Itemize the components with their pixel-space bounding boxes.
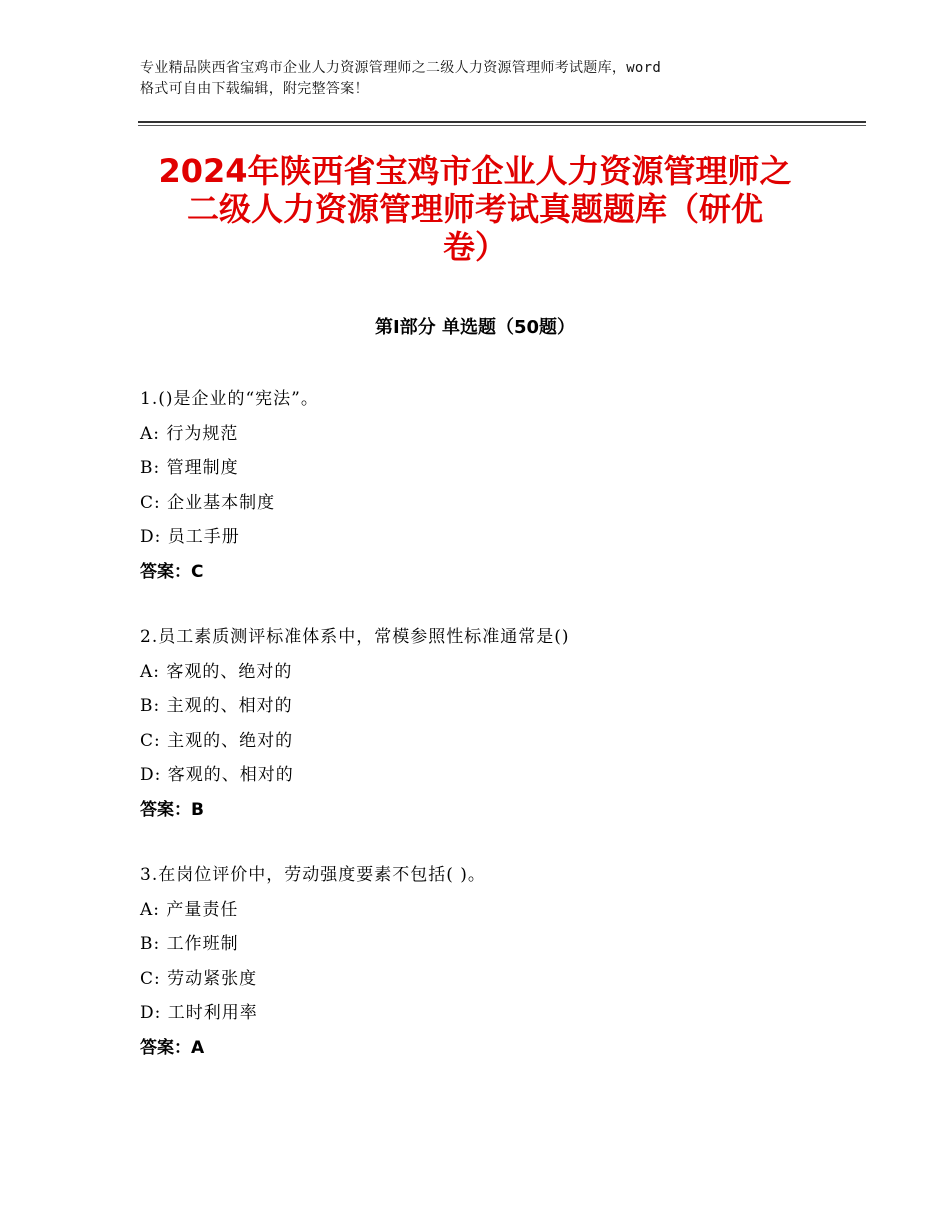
question-list <box>140 382 840 1096</box>
option-d: D: 工时利用率 <box>140 1003 258 1023</box>
option-d: D: 员工手册 <box>140 527 240 547</box>
header-divider-thin <box>138 125 866 126</box>
document-header-note <box>140 58 830 100</box>
header-divider <box>138 121 866 127</box>
option-b: B: 工作班制 <box>140 934 239 954</box>
option-c: C: 劳动紧张度 <box>140 968 258 989</box>
option-c: C: 主观的、绝对的 <box>140 730 294 751</box>
option-b: B: 管理制度 <box>140 458 239 478</box>
document-title <box>120 152 830 266</box>
option-a: A: 行为规范 <box>140 423 239 444</box>
option-d: D: 客观的、相对的 <box>140 765 294 785</box>
document-title-line-3: 卷） <box>442 228 507 266</box>
header-note-line-2: 格式可自由下载编辑，附完整答案！ <box>140 81 369 97</box>
option-a: A: 客观的、绝对的 <box>140 661 293 682</box>
answer-label: 答案：B <box>140 799 204 820</box>
question-stem: 3.在岗位评价中，劳动强度要素不包括( )。 <box>140 865 486 885</box>
question-3 <box>140 858 840 1065</box>
option-a: A: 产量责任 <box>140 899 239 920</box>
answer-label: 答案：C <box>140 561 204 582</box>
option-c: C: 企业基本制度 <box>140 492 276 513</box>
option-b: B: 主观的、相对的 <box>140 696 293 716</box>
question-stem: 1.()是企业的“宪法”。 <box>140 389 319 409</box>
document-title-line-1: 2024年陕西省宝鸡市企业人力资源管理师之 <box>158 152 792 190</box>
header-note-line-1: 专业精品陕西省宝鸡市企业人力资源管理师之二级人力资源管理师考试题库，word <box>140 60 662 76</box>
question-2 <box>140 620 840 827</box>
header-divider-thick <box>138 121 866 123</box>
question-stem: 2.员工素质测评标准体系中，常模参照性标准通常是() <box>140 627 570 647</box>
answer-label: 答案：A <box>140 1037 205 1058</box>
question-1 <box>140 382 840 589</box>
section-title: 第Ⅰ部分 单选题（50题） <box>374 317 575 338</box>
document-title-line-2: 二级人力资源管理师考试真题题库（研优 <box>186 190 763 228</box>
